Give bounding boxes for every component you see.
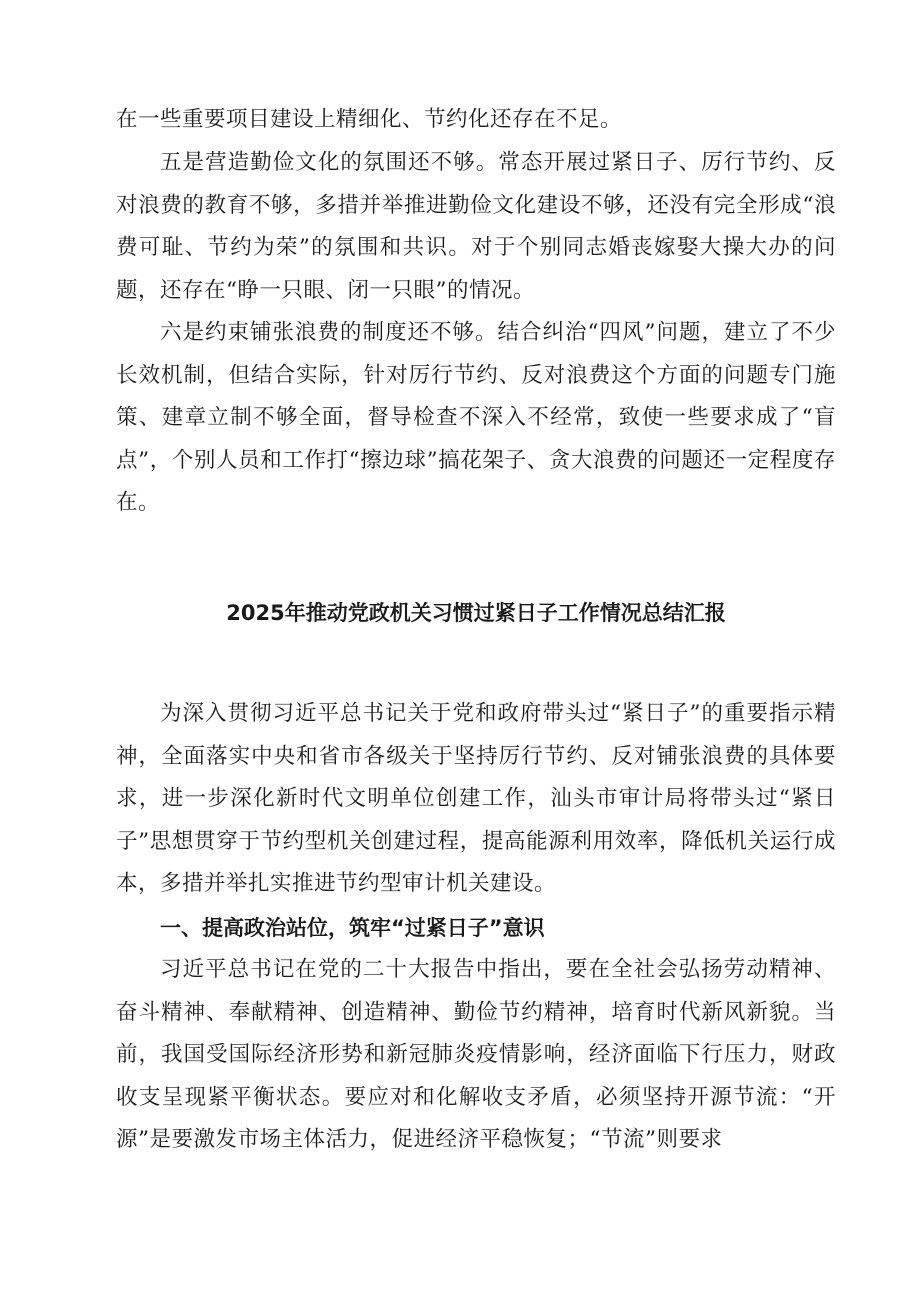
paragraph-point-six: 六是约束铺张浪费的制度还不够。结合纠治“四风”问题，建立了不少长效机制，但结合实际，针对厉行节约、反对浪费这个方面的问题专门施策、建章立制不够全面，督导检查不深入不经常，致使一些要求成了“盲点”，个别人员和工作打“擦边球”搞花架子、贪大浪费的问题还一定程度存在。: [116, 320, 836, 515]
paragraph-continuation: 在一些重要项目建设上精细化、节约化还存在不足。: [116, 107, 623, 132]
paragraph-point-five: 五是营造勤俭文化的氛围还不够。常态开展过紧日子、厉行节约、反对浪费的教育不够，多措并举推进勤俭文化建设不够，还没有完全形成“浪费可耻、节约为荣”的氛围和共识。对于个别同志婚丧嫁娶大操大办的问题，还存在“睁一只眼、闭一只眼”的情况。: [116, 150, 836, 303]
paragraph-intro: 为深入贯彻习近平总书记关于党和政府带头过“紧日子”的重要指示精神，全面落实中央和省市各级关于坚持厉行节约、反对铺张浪费的具体要求，进一步深化新时代文明单位创建工作，汕头市审计局将带头过“紧日子”思想贯穿于节约型机关创建过程，提高能源利用效率，降低机关运行成本，多措并举扎实推进节约型审计机关建设。: [116, 701, 836, 896]
paragraph-section-one-body: 习近平总书记在党的二十大报告中指出，要在全社会弘扬劳动精神、奋斗精神、奉献精神、创造精神、勤俭节约精神，培育时代新风新貌。当前，我国受国际经济形势和新冠肺炎疫情影响，经济面临下行压力，财政收支呈现紧平衡状态。要应对和化解收支矛盾，必须坚持开源节流：“开源”是要激发市场主体活力，促进经济平稳恢复；“节流”则要求: [116, 957, 836, 1152]
document-title: 2025年推动党政机关习惯过紧日子工作情况总结汇报: [226, 601, 726, 625]
section-heading-one: 一、提高政治站位，筑牢“过紧日子”意识: [160, 916, 545, 940]
